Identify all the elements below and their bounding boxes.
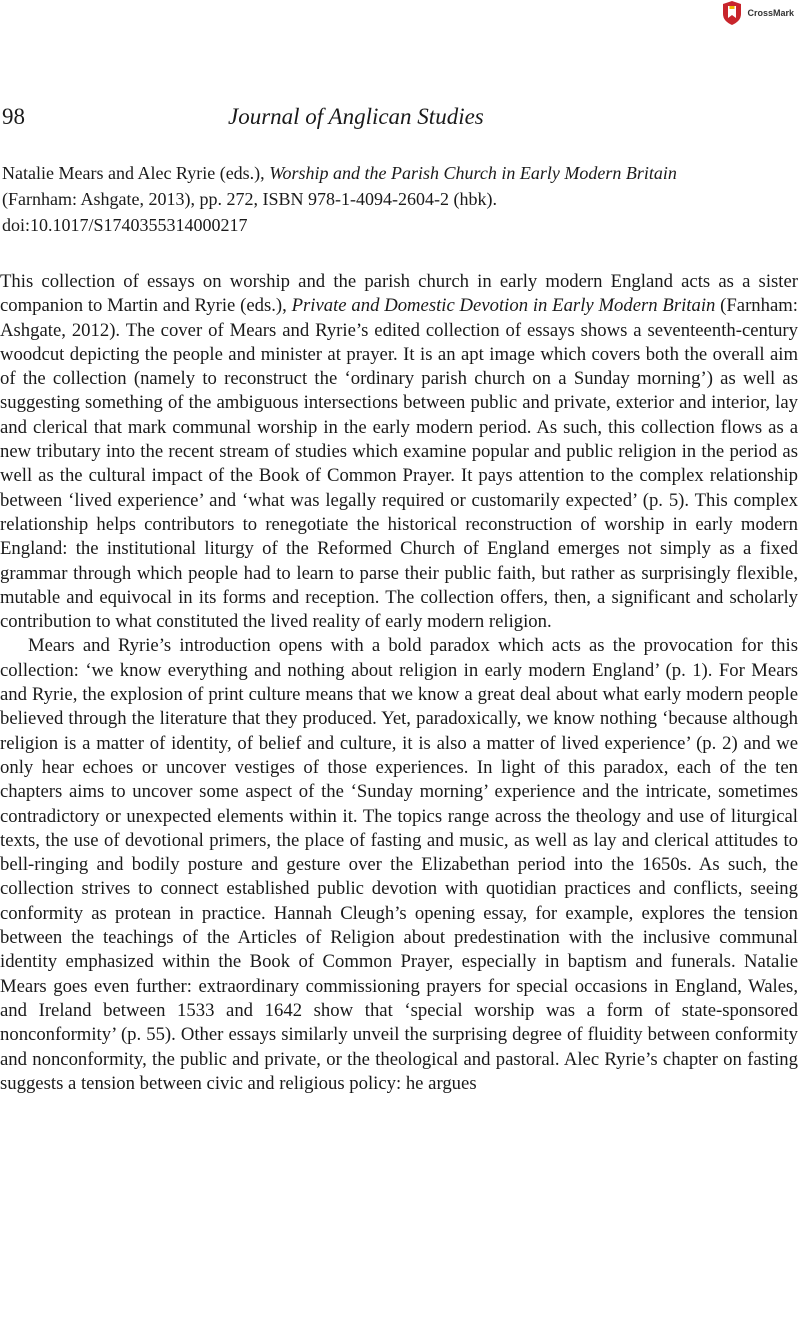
- paragraph-1-text: This collection of essays on worship and the parish church in early modern England acts as a sister companion to Martin and Ryrie (eds.),: [0, 271, 798, 317]
- paragraph-1: [0, 270, 798, 634]
- paragraph-1-book-title: Private and Domestic Devotion in Early Modern Britain: [291, 295, 716, 317]
- paragraph-2: Mears and Ryrie’s introduction opens with a bold paradox which acts as the provocation for this collection: ‘we know everything and nothing about religion in early modern England’ (p. 1). For Mears and Ryrie, the explosion of print culture means that we know a great deal about what early modern people believed through the literature that they produced. Yet, paradoxically, we know nothing ‘because although religion is a matter of identity, of belief and culture, it is also a matter of lived experience’ (p. 2) and we only hear echoes or uncover vestiges of those experiences. In light of this paradox, each of the ten chapters aims to uncover some aspect of the ‘Sunday morning’ experience and the intricate, sometimes contradictory or unexpected elements within it. The topics range across the theology and use of liturgical texts, the use of devotional primers, the place of fasting and music, as well as lay and clerical attitudes to bell-ringing and bodily posture and gesture over the Elizabethan period into the 1650s. As such, the collection strives to connect established public devotion with quotidian practices and conflicts, seeing conformity as protean in practice. Hannah Cleugh’s opening essay, for example, explores the tension between the teachings of the Articles of Religion about predestination with the inclusive communal identity emphasized within the Book of Common Prayer, especially in baptism and funerals. Natalie Mears goes even further: extraordinary commissioning prayers for special occasions in England, Wales, and Ireland between 1533 and 1642 show that ‘special worship was a form of state-sponsored nonconformity’ (p. 55). Other essays similarly unveil the surprising degree of fluidity between conformity and nonconformity, the public and private, or the theological and pastoral. Alec Ryrie’s chapter on fasting suggests a tension between civic and religious policy: he argues: [0, 635, 798, 1094]
- book-citation: [2, 160, 798, 238]
- citation-doi-link[interactable]: doi:10.1017/S1740355314000217: [2, 215, 248, 235]
- citation-book-title: Worship and the Parish Church in Early Modern Britain: [269, 163, 677, 183]
- crossmark-badge[interactable]: [721, 0, 794, 26]
- crossmark-icon: [721, 0, 743, 26]
- review-body: [0, 270, 798, 1096]
- citation-publication: (Farnham: Ashgate, 2013), pp. 272, ISBN 978-1-4094-2604-2 (hbk).: [2, 189, 497, 209]
- running-header: [0, 104, 800, 136]
- crossmark-label: CrossMark: [747, 8, 794, 18]
- citation-editors: Natalie Mears and Alec Ryrie (eds.),: [2, 163, 265, 183]
- journal-title: Journal of Anglican Studies: [228, 104, 484, 129]
- paragraph-1-continuation: (Farnham: Ashgate, 2012). The cover of Mears and Ryrie’s edited collection of essays shows a seventeenth-century woodcut depicting the people and minister at prayer. It is an apt image which covers both the overall aim of the collection (namely to reconstruct the ‘ordinary parish church on a Sunday morning’) as well as suggesting something of the ambiguous intersections between public and private, exterior and interior, lay and clerical that mark communal worship in the early modern period. As such, this collection flows as a new tributary into the recent stream of studies which examine popular and public religion in the period as well as the cultural impact of the Book of Common Prayer. It pays attention to the complex relationship between ‘lived experience’ and ‘what was legally required or customarily expected’ (p. 5). This complex relationship helps contributors to renegotiate the historical reconstruction of worship in early modern England: the institutional liturgy of the Reformed Church of England emerges not simply as a fixed grammar through which people had to learn to parse their public faith, but rather as surprisingly flexible, mutable and equivocal in its forms and reception. The collection offers, then, a significant and scholarly contribution to what constituted the lived reality of early modern religion.: [0, 295, 799, 633]
- page-number: 98: [2, 104, 25, 129]
